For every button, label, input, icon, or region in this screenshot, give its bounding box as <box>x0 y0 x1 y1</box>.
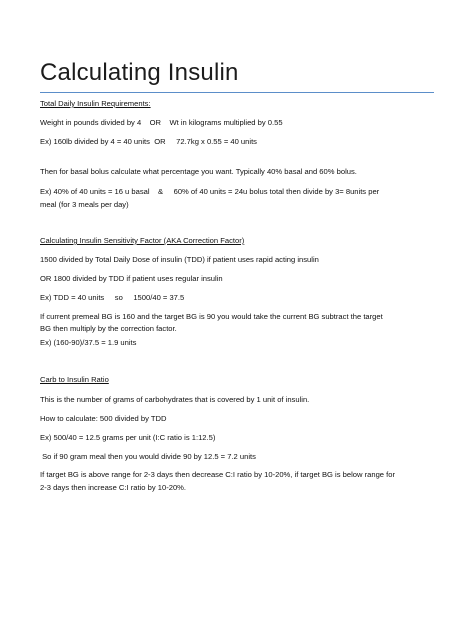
text-line: This is the number of grams of carbohydrates that is covered by 1 unit of insulin. <box>40 395 310 404</box>
title-divider <box>40 92 434 93</box>
text-line: If current premeal BG is 160 and the target BG is 90 you would take the current BG subtract the target <box>40 312 383 321</box>
text-line: Ex) TDD = 40 units so 1500/40 = 37.5 <box>40 293 185 302</box>
text-line: Ex) 500/40 = 12.5 grams per unit (I:C ratio is 1:12.5) <box>40 433 216 442</box>
section-heading-sensitivity: Calculating Insulin Sensitivity Factor (AKA Correction Factor) <box>40 236 245 245</box>
text-line: Then for basal bolus calculate what percentage you want. Typically 40% basal and 60% bolus. <box>40 167 357 176</box>
text-line: If target BG is above range for 2-3 days then decrease C:I ratio by 10-20%, if target BG is below range for <box>40 470 395 479</box>
text-line: 1500 divided by Total Daily Dose of insulin (TDD) if patient uses rapid acting insulin <box>40 255 319 264</box>
text-line: OR 1800 divided by TDD if patient uses regular insulin <box>40 274 223 283</box>
text-line: meal (for 3 meals per day) <box>40 200 129 209</box>
text-line: So if 90 gram meal then you would divide 90 by 12.5 = 7.2 units <box>40 452 256 461</box>
text-line: How to calculate: 500 divided by TDD <box>40 414 167 423</box>
section-heading-total-daily: Total Daily Insulin Requirements: <box>40 99 151 108</box>
text-line: Ex) 160lb divided by 4 = 40 units OR 72.7kg x 0.55 = 40 units <box>40 137 257 146</box>
text-line: Ex) (160-90)/37.5 = 1.9 units <box>40 338 137 347</box>
section-heading-carb-ratio: Carb to Insulin Ratio <box>40 375 109 384</box>
text-line: 2-3 days then increase C:I ratio by 10-20%. <box>40 483 187 492</box>
text-line: BG then multiply by the correction factor. <box>40 324 177 333</box>
page-title: Calculating Insulin <box>40 59 239 86</box>
text-line: Ex) 40% of 40 units = 16 u basal & 60% of 40 units = 24u bolus total then divide by 3= 8units per <box>40 187 380 196</box>
text-line: Weight in pounds divided by 4 OR Wt in kilograms multiplied by 0.55 <box>40 118 283 127</box>
